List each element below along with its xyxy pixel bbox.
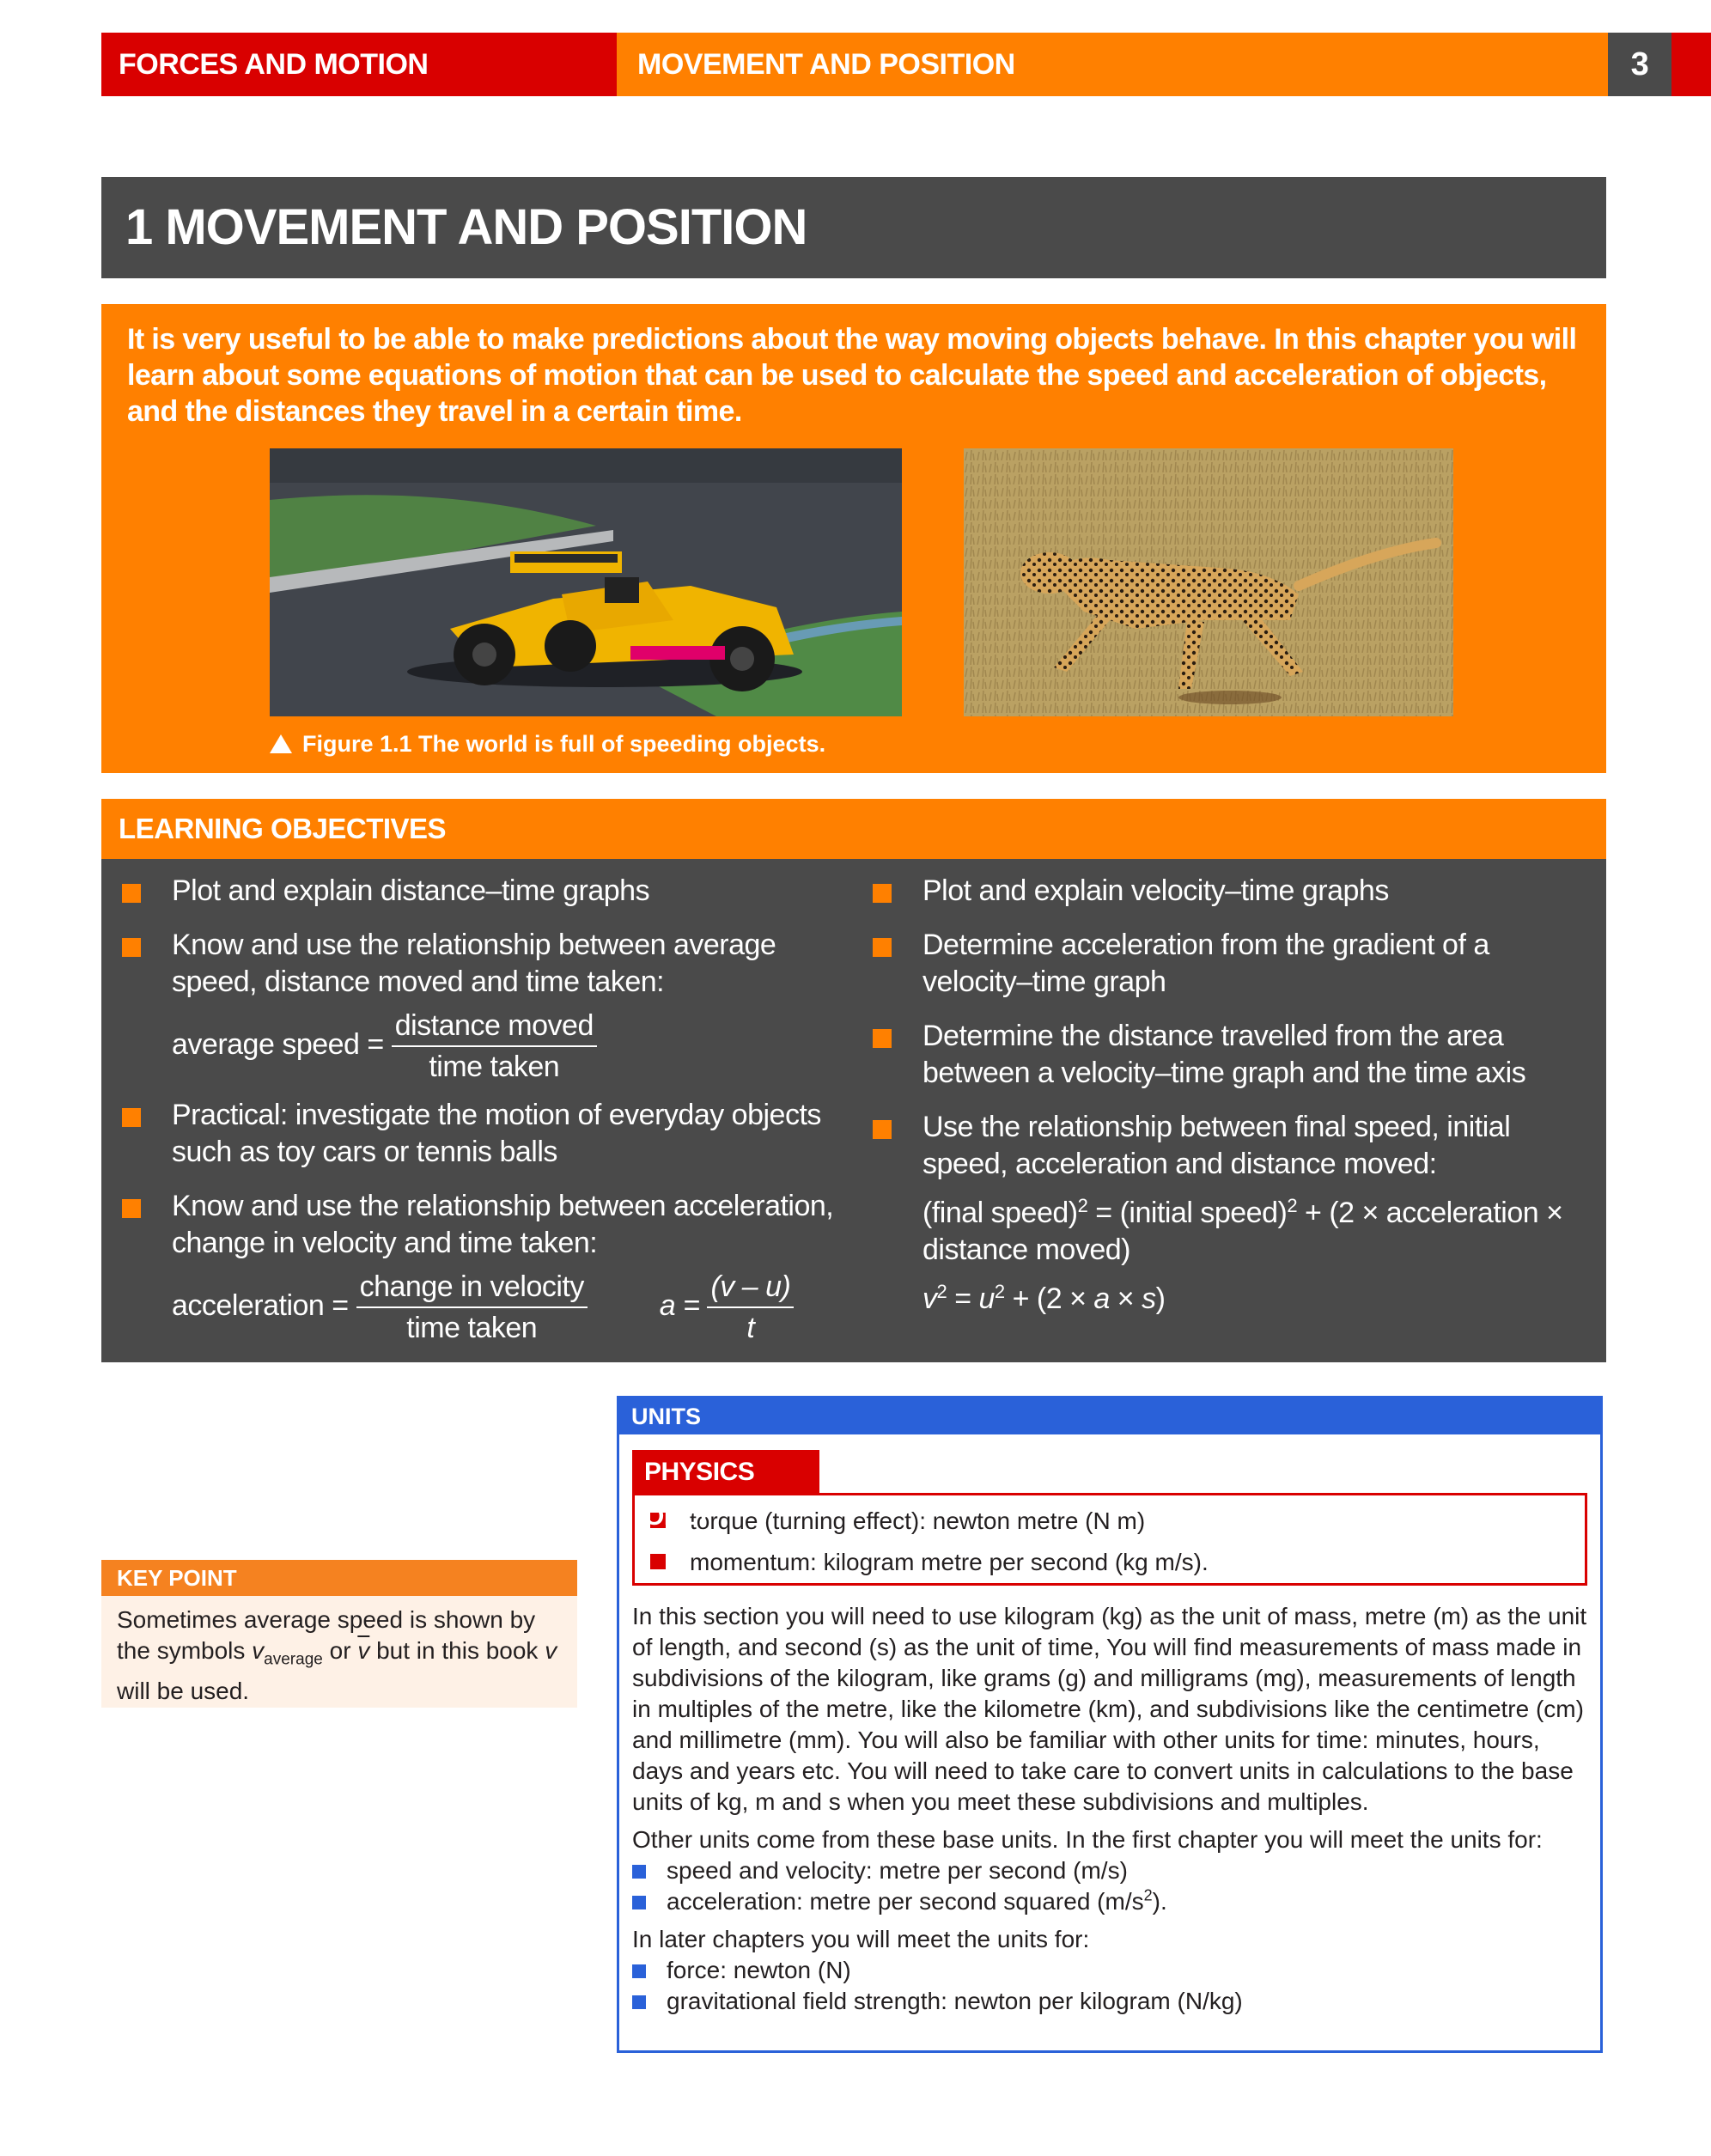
formula-final-speed-words bbox=[873, 1195, 1586, 1269]
header-edge-tab bbox=[1671, 33, 1711, 96]
squared-sup: 2 bbox=[1143, 1886, 1153, 1904]
bullet-square-icon bbox=[122, 1108, 141, 1127]
formula-symbol-lhs: a = bbox=[659, 1288, 700, 1322]
objectives-left-column bbox=[122, 873, 861, 1355]
key-point-header bbox=[101, 1560, 577, 1596]
page-number-box bbox=[1608, 33, 1671, 96]
objective-text: Determine acceleration from the gradient of a velocity–time graph bbox=[922, 929, 1489, 998]
units-body bbox=[632, 1601, 1592, 2017]
fraction bbox=[356, 1267, 588, 1348]
text-part: will be used. bbox=[117, 1677, 250, 1704]
objective-item bbox=[122, 1097, 861, 1171]
formula-lhs: average speed = bbox=[172, 1027, 384, 1061]
units-box bbox=[617, 1396, 1603, 2053]
bullet-square-icon bbox=[632, 1964, 646, 1978]
bullet-square-icon bbox=[873, 1029, 892, 1048]
formula-part: = (initial speed) bbox=[1087, 1197, 1288, 1229]
fraction-denominator: t bbox=[746, 1312, 755, 1344]
symbol-v: v bbox=[922, 1282, 937, 1315]
bullet-square-icon bbox=[122, 1199, 141, 1218]
fraction bbox=[392, 1006, 597, 1087]
formula-average-speed bbox=[122, 1006, 861, 1087]
objective-text: Use the relationship between final speed, initial speed, acceleration and distance moved: bbox=[922, 1111, 1511, 1180]
symbol-a: a bbox=[1093, 1282, 1110, 1315]
learning-objectives-body bbox=[101, 859, 1606, 1362]
text-part: Sometimes average speed is shown by the symbols bbox=[117, 1606, 536, 1664]
formula-part: = bbox=[947, 1282, 979, 1315]
objectives-right-column bbox=[873, 873, 1586, 1325]
formula-part: (final speed) bbox=[922, 1197, 1078, 1229]
intro-box bbox=[101, 304, 1606, 773]
units-paragraph: Other units come from these base units. In the first chapter you will meet the units for: bbox=[632, 1826, 1543, 1853]
bullet-square-icon bbox=[122, 884, 141, 903]
key-point-text bbox=[117, 1605, 563, 1707]
squared-sup: 2 bbox=[994, 1281, 1005, 1302]
triangle-up-icon bbox=[270, 734, 292, 753]
list-item bbox=[632, 1955, 1592, 1986]
symbol-v-bar: $\overline{v}$ bbox=[357, 1637, 370, 1664]
objective-item bbox=[873, 1018, 1586, 1092]
list-item bbox=[632, 1855, 1592, 1886]
objective-item bbox=[873, 1109, 1586, 1183]
squared-sup: 2 bbox=[936, 1281, 947, 1302]
fraction-numerator: distance moved bbox=[392, 1006, 597, 1047]
list-item-text: force: newton (N) bbox=[667, 1957, 851, 1983]
list-item-text: acceleration: metre per second squared (m/s bbox=[667, 1888, 1144, 1915]
text-part: but in this book bbox=[369, 1637, 545, 1664]
list-item-text: ). bbox=[1152, 1888, 1167, 1915]
formula-part: + (2 × bbox=[1004, 1282, 1094, 1315]
bullet-square-icon bbox=[122, 938, 141, 957]
squared-sup: 2 bbox=[1077, 1195, 1088, 1216]
physics-only-label: PHYSICS ONLY bbox=[644, 1458, 755, 1531]
formula-part: ) bbox=[1155, 1282, 1166, 1315]
key-point-box bbox=[101, 1596, 577, 1708]
list-item-text: speed and velocity: metre per second (m/s) bbox=[667, 1857, 1128, 1884]
header-section-tab bbox=[101, 33, 617, 96]
header-chapter-label: MOVEMENT AND POSITION bbox=[637, 48, 1015, 81]
units-paragraph: In this section you will need to use kilogram (kg) as the unit of mass, metre (m) as the unit of length, and second (s) as the unit of time, You will find measurements of mass made in subdivisions of the kilogram, like grams (g) and milligrams (mg), measurements of length in multiples of the metre, like the kilometre (km), and subdivisions like the centimetre (cm) and millimetre (mm). You will also be familiar with other units for time: minutes, hours, days and years etc. You will need to take care to convert units in calculations to the base units of kg, m and s when you meet these subdivisions and multiples. bbox=[632, 1603, 1587, 1815]
header-chapter-tab bbox=[617, 33, 1608, 96]
objective-item bbox=[122, 927, 861, 1001]
objective-text: Practical: investigate the motion of everyday objects such as toy cars or tennis balls bbox=[172, 1099, 821, 1168]
racing-car-photo bbox=[270, 448, 902, 716]
symbol-v: v bbox=[545, 1637, 557, 1664]
formula-lhs: acceleration = bbox=[172, 1288, 349, 1322]
figure-caption bbox=[270, 727, 825, 761]
objective-item bbox=[122, 873, 861, 910]
page-number: 3 bbox=[1630, 46, 1649, 82]
subscript-average: average bbox=[264, 1650, 323, 1669]
objective-item bbox=[873, 927, 1586, 1001]
symbol-v: v bbox=[252, 1637, 265, 1664]
list-item bbox=[632, 1886, 1592, 1917]
text-part: or bbox=[322, 1637, 358, 1664]
objective-text: Know and use the relationship between acceleration, change in velocity and time taken: bbox=[172, 1190, 834, 1259]
bullet-square-icon bbox=[632, 1896, 646, 1909]
list-item-text: momentum: kilogram metre per second (kg m/s). bbox=[690, 1549, 1209, 1575]
learning-objectives-title: LEARNING OBJECTIVES bbox=[119, 813, 447, 844]
objective-item bbox=[122, 1188, 861, 1262]
units-paragraph: In later chapters you will meet the units for: bbox=[632, 1926, 1090, 1952]
bullet-square-icon bbox=[650, 1554, 666, 1569]
learning-objectives-header bbox=[101, 799, 1606, 859]
objective-text: Plot and explain distance–time graphs bbox=[172, 874, 650, 907]
formula-part: + (2 × acceleration × distance moved) bbox=[922, 1197, 1563, 1266]
units-header bbox=[619, 1398, 1600, 1434]
list-item bbox=[632, 1986, 1592, 2017]
fraction-denominator: time taken bbox=[429, 1051, 560, 1083]
list-item-text: torque (turning effect): newton metre (N m) bbox=[690, 1507, 1146, 1534]
bullet-square-icon bbox=[873, 938, 892, 957]
header-section-label: FORCES AND MOTION bbox=[119, 48, 429, 81]
symbol-s: s bbox=[1142, 1282, 1156, 1315]
key-point-title: KEY POINT bbox=[117, 1565, 237, 1591]
objective-text: Plot and explain velocity–time graphs bbox=[922, 874, 1389, 907]
intro-text: It is very useful to be able to make predictions about the way moving objects behave. In this chapter you will learn about some equations of motion that can be used to calculate the speed and acceleration of objects, and the distances they travel in a certain time. bbox=[127, 323, 1577, 428]
chapter-title: 1 MOVEMENT AND POSITION bbox=[125, 199, 807, 255]
formula-acceleration bbox=[122, 1267, 861, 1348]
bullet-square-icon bbox=[873, 884, 892, 903]
objective-text: Know and use the relationship between average speed, distance moved and time taken: bbox=[172, 929, 776, 998]
cheetah-photo bbox=[964, 448, 1453, 716]
fraction-numerator: change in velocity bbox=[356, 1267, 588, 1308]
chapter-title-bar bbox=[101, 177, 1606, 278]
physics-only-tag bbox=[632, 1450, 819, 1531]
fraction-numerator: (v – u) bbox=[707, 1267, 794, 1308]
figure-caption-text: Figure 1.1 The world is full of speeding objects. bbox=[302, 731, 826, 757]
bullet-square-icon bbox=[632, 1995, 646, 2009]
formula-final-speed-symbols bbox=[873, 1281, 1586, 1318]
list-item bbox=[650, 1542, 1209, 1583]
symbol-fraction bbox=[707, 1267, 794, 1348]
formula-part: × bbox=[1109, 1282, 1142, 1315]
bullet-square-icon bbox=[873, 1120, 892, 1139]
list-item-text: gravitational field strength: newton per kilogram (N/kg) bbox=[667, 1988, 1243, 2014]
fraction-denominator: time taken bbox=[406, 1312, 538, 1344]
units-title: UNITS bbox=[631, 1404, 701, 1429]
objective-item bbox=[873, 873, 1586, 910]
objective-text: Determine the distance travelled from the area between a velocity–time graph and the time axis bbox=[922, 1020, 1526, 1089]
symbol-u: u bbox=[978, 1282, 995, 1315]
bullet-square-icon bbox=[632, 1865, 646, 1879]
squared-sup: 2 bbox=[1287, 1195, 1298, 1216]
